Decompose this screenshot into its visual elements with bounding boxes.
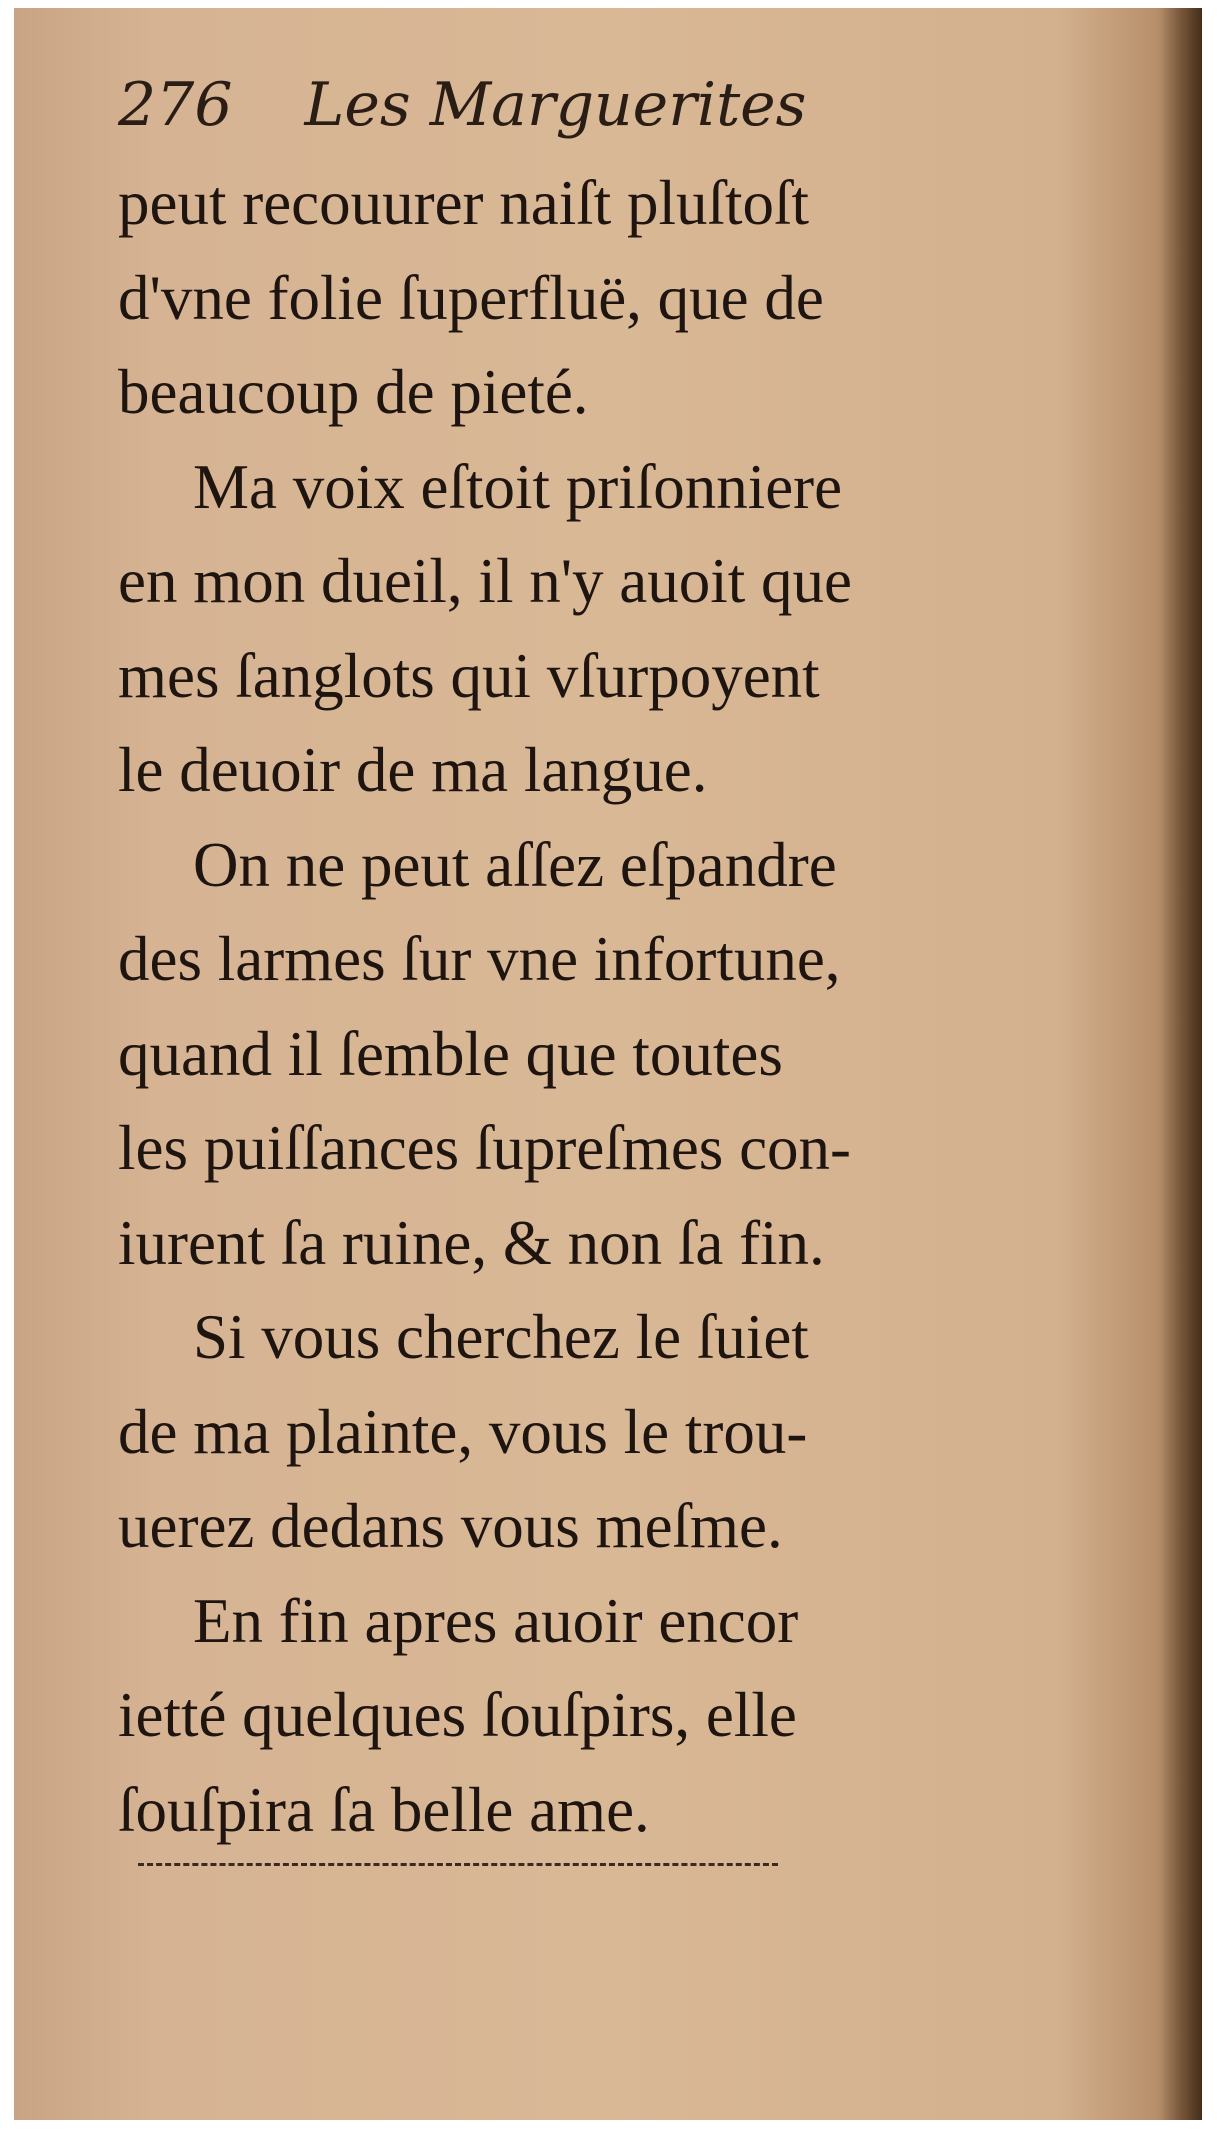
text-line: ietté quelques ſouſpirs, elle xyxy=(118,1680,797,1750)
text-line: les puiſſances ſupreſmes con- xyxy=(118,1113,852,1183)
text-line: En fin apres auoir encor xyxy=(193,1585,799,1656)
running-header xyxy=(118,70,806,140)
running-title: Les Marguerites xyxy=(304,70,807,140)
body-text xyxy=(118,156,1048,1857)
text-line: de ma plainte, vous le trou- xyxy=(118,1396,808,1467)
text-line: le deuoir de ma langue. xyxy=(118,735,708,805)
text-line: beaucoup de pieté. xyxy=(118,357,589,427)
closing-rule xyxy=(138,1863,778,1866)
text-line: On ne peut aſſez eſpandre xyxy=(193,829,837,900)
book-page xyxy=(14,8,1202,2120)
text-line: d'vne folie ſuperfluë, que de xyxy=(118,262,824,333)
text-line: des larmes ſur vne infortune, xyxy=(118,924,841,994)
text-line: Si vous cherchez le ſuiet xyxy=(193,1302,809,1372)
text-line: quand il ſemble que toutes xyxy=(118,1018,783,1089)
page-number: 276 xyxy=(118,70,233,140)
text-line: mes ſanglots qui vſurpoyent xyxy=(118,640,820,711)
text-line: peut recouurer naiſt pluſtoſt xyxy=(118,168,810,238)
text-line: Ma voix eſtoit priſonniere xyxy=(193,451,843,522)
text-line: en mon dueil, il n'y auoit que xyxy=(118,546,852,616)
text-line: iurent ſa ruine, & non ſa fin. xyxy=(118,1207,825,1278)
text-line: uerez dedans vous meſme. xyxy=(118,1491,783,1561)
text-line: ſouſpira ſa belle ame. xyxy=(118,1774,650,1845)
